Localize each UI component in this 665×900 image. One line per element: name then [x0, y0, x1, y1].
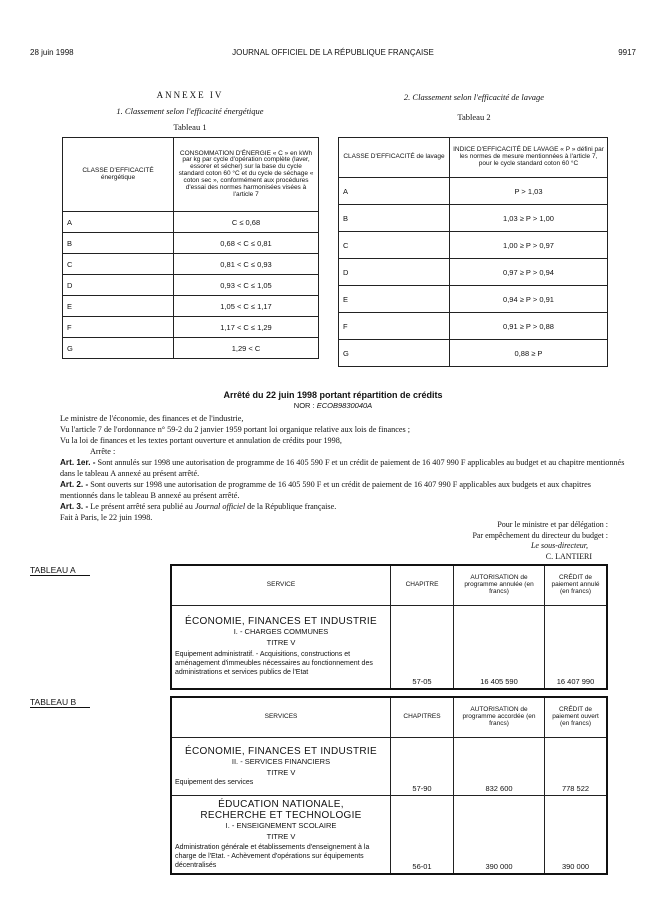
nor-value: ECOB9830040A: [316, 401, 373, 410]
page-header: [30, 48, 636, 60]
table2-row-label: D: [339, 259, 450, 286]
tableau-a-header-autorisation: AUTORISATION de programme annulée (en francs): [454, 565, 545, 605]
table2-row-label: C: [339, 232, 450, 259]
table2-col-class: CLASSE D'EFFICACITÉ de lavage: [339, 138, 450, 178]
tableau-b-s2-credit: 390 000: [545, 795, 608, 874]
table1-col-class: CLASSE D'EFFICACITÉ énergétique: [63, 138, 174, 212]
tableau-b-s1-line: Equipement des services: [175, 778, 254, 786]
table2-title: Tableau 2: [457, 112, 491, 122]
tableau-b-service-cell-1: [171, 737, 391, 795]
tableau-a-section-title: ÉCONOMIE, FINANCES ET INDUSTRIE: [185, 615, 377, 627]
table1-row-value: 0,68 < C ≤ 0,81: [174, 233, 319, 254]
tableau-b-s2-title-b: RECHERCHE ET TECHNOLOGIE: [200, 809, 362, 821]
tableau-b-s1-credit: 778 522: [545, 737, 608, 795]
art1-text: Sont annulés sur 1998 une autorisation de programme de 16 405 590 F et un crédit de paiement de 16 407 990 F applicables au budget et au chapitre mentionnés dans le tableau A annexé au présent arrêté.: [60, 458, 625, 478]
art2-text: Sont ouverts sur 1998 une autorisation de programme de 16 405 590 F et un crédit de paiement de 16 407 990 F applicables aux budgets et aux chapitres mentionnés dans le tableau B annexé au présent arrêté.: [60, 480, 591, 500]
decree-para-ordonnance: Vu l'article 7 de l'ordonnance n° 59-2 du 2 janvier 1959 portant loi organique relative aux lois de finances ;: [60, 425, 411, 434]
table2-heading: 2. Classement selon l'efficacité de lavage: [403, 92, 545, 102]
decree-body: [60, 413, 626, 523]
table2-row-value: P > 1,03: [450, 178, 608, 205]
table1-row-label: C: [63, 254, 174, 275]
signature-line-2: Par empêchement du directeur du budget :: [472, 530, 608, 540]
table1-row-label: G: [63, 338, 174, 359]
tableau-b-s1-chapitre: 57-90: [391, 737, 454, 795]
tableau-b: [170, 696, 608, 875]
tableau-b-s1-titre: TITRE V: [266, 767, 296, 777]
table1-title: Tableau 1: [173, 122, 207, 132]
art3-text-a: Le présent arrêté sera publié au: [90, 502, 195, 511]
table2-row-label: G: [339, 340, 450, 367]
tableau-a-autorisation: 16 405 590: [454, 605, 545, 689]
table-energy-efficiency: [62, 137, 319, 359]
tableau-a-header-service: SERVICE: [171, 565, 391, 605]
table2-row-value: 1,00 ≥ P > 0,97: [450, 232, 608, 259]
table1-row-label: E: [63, 296, 174, 317]
tableau-a-header-credit: CRÉDIT de paiement annulé (en francs): [545, 565, 608, 605]
decree-article-1: [60, 457, 626, 479]
art3-journal: Journal officiel: [194, 502, 246, 511]
table1-row-label: A: [63, 212, 174, 233]
header-journal: JOURNAL OFFICIEL DE LA RÉPUBLIQUE FRANÇAISE: [232, 48, 434, 57]
table1-row-value: 1,17 < C ≤ 1,29: [174, 317, 319, 338]
table1-col-consumption: CONSOMMATION D'ÉNERGIE « C » en kWh par kg par cycle d'opération complète (laver, essorer et sécher) sur la base du cycle standard coton 60 °C et du cycle de séchage « coton sec », conformément aux procédures d'essai des normes harmonisées visées à l'article 7: [174, 138, 319, 212]
tableau-b-s1-autorisation: 832 600: [454, 737, 545, 795]
decree-para-minister: Le ministre de l'économie, des finances et de l'industrie,: [60, 414, 244, 423]
table1-row-value: 0,93 < C ≤ 1,05: [174, 275, 319, 296]
tableau-a: [170, 564, 608, 690]
tableau-b-s1-sub: II. - SERVICES FINANCIERS: [231, 756, 331, 766]
signature-line-3: Le sous-directeur,: [530, 541, 588, 550]
tableau-b-s2-titre: TITRE V: [266, 831, 296, 841]
table1-row-label: D: [63, 275, 174, 296]
decree-title: Arrêté du 22 juin 1998 portant répartition de crédits: [223, 390, 443, 400]
tableau-b-s2-sub: I. - ENSEIGNEMENT SCOLAIRE: [225, 820, 337, 830]
table1-row-label: B: [63, 233, 174, 254]
tableau-b-s2-chapitre: 56-01: [391, 795, 454, 874]
signature-name: C. LANTIERI: [545, 551, 592, 561]
tableau-a-credit: 16 407 990: [545, 605, 608, 689]
tableau-b-service-cell-2: [171, 795, 391, 874]
tableau-b-header-autorisation: AUTORISATION de programme accordée (en francs): [454, 697, 545, 737]
table2-row-value: 0,94 ≥ P > 0,91: [450, 286, 608, 313]
art1-label: Art. 1er. -: [60, 458, 96, 467]
decree-para-loi: Vu la loi de finances et les textes portant ouverture et annulation de crédits pour 1998,: [60, 436, 342, 445]
tableau-a-titre: TITRE V: [266, 637, 296, 647]
table1-row-label: F: [63, 317, 174, 338]
annex-title: ANNEXE IV: [156, 90, 224, 100]
table2-row-value: 0,88 ≥ P: [450, 340, 608, 367]
table1-row-value: C ≤ 0,68: [174, 212, 319, 233]
tableau-b-header-chapitres: CHAPITRES: [391, 697, 454, 737]
decree-article-2: [60, 479, 626, 501]
table2-row-label: F: [339, 313, 450, 340]
tableau-a-header-chapitre: CHAPITRE: [391, 565, 454, 605]
table1-row-value: 1,29 < C: [174, 338, 319, 359]
tableau-b-header-credit: CRÉDIT de paiement ouvert (en francs): [545, 697, 608, 737]
decree-done: Fait à Paris, le 22 juin 1998.: [60, 513, 153, 522]
decree-article-3: [60, 501, 626, 512]
tableau-b-s2-autorisation: 390 000: [454, 795, 545, 874]
tableau-a-label: TABLEAU A: [30, 565, 90, 576]
tableau-b-s1-title: ÉCONOMIE, FINANCES ET INDUSTRIE: [185, 745, 377, 757]
tableau-b-s2-title-a: ÉDUCATION NATIONALE,: [218, 798, 344, 810]
tableau-a-line-text: Equipement administratif. - Acquisitions, constructions et aménagement d'immeubles nécessaires au fonctionnement des administrations et services publics de l'Etat: [175, 650, 373, 676]
table2-col-index: INDICE D'EFFICACITÉ DE LAVAGE « P » défini par les normes de mesure mentionnées à l'article 7, pour le cycle standard coton 60 °C: [450, 138, 608, 178]
tableau-a-chapitre: 57-05: [391, 605, 454, 689]
signature-line-1: Pour le ministre et par délégation :: [497, 520, 608, 529]
table1-row-value: 1,05 < C ≤ 1,17: [174, 296, 319, 317]
table-washing-efficiency: [338, 137, 608, 367]
tableau-a-service-cell: [171, 605, 391, 689]
header-page-number: 9917: [618, 48, 636, 57]
art3-text-b: de la République française.: [245, 502, 337, 511]
table2-row-value: 0,91 ≥ P > 0,88: [450, 313, 608, 340]
tableau-b-s2-line: Administration générale et établissements d'enseignement à la charge de l'Etat. - Achèvement d'opérations sur équipements décentralisés: [175, 843, 370, 869]
tableau-a-section-sub: I. - CHARGES COMMUNES: [233, 626, 329, 636]
table1-heading: 1. Classement selon l'efficacité énergétique: [116, 106, 264, 116]
nor-label: NOR :: [293, 401, 317, 410]
table2-row-value: 1,03 ≥ P > 1,00: [450, 205, 608, 232]
tableau-b-header-services: SERVICES: [171, 697, 391, 737]
decree-arrete: Arrête :: [90, 447, 116, 456]
art3-label: Art. 3. -: [60, 502, 89, 511]
table2-row-value: 0,97 ≥ P > 0,94: [450, 259, 608, 286]
decree-nor: [30, 401, 636, 410]
table2-row-label: A: [339, 178, 450, 205]
tableau-b-label: TABLEAU B: [30, 697, 90, 708]
header-date: 28 juin 1998: [30, 48, 74, 57]
art2-label: Art. 2. -: [60, 480, 89, 489]
table2-row-label: B: [339, 205, 450, 232]
signature-block: [340, 520, 608, 562]
table2-row-label: E: [339, 286, 450, 313]
table1-row-value: 0,81 < C ≤ 0,93: [174, 254, 319, 275]
